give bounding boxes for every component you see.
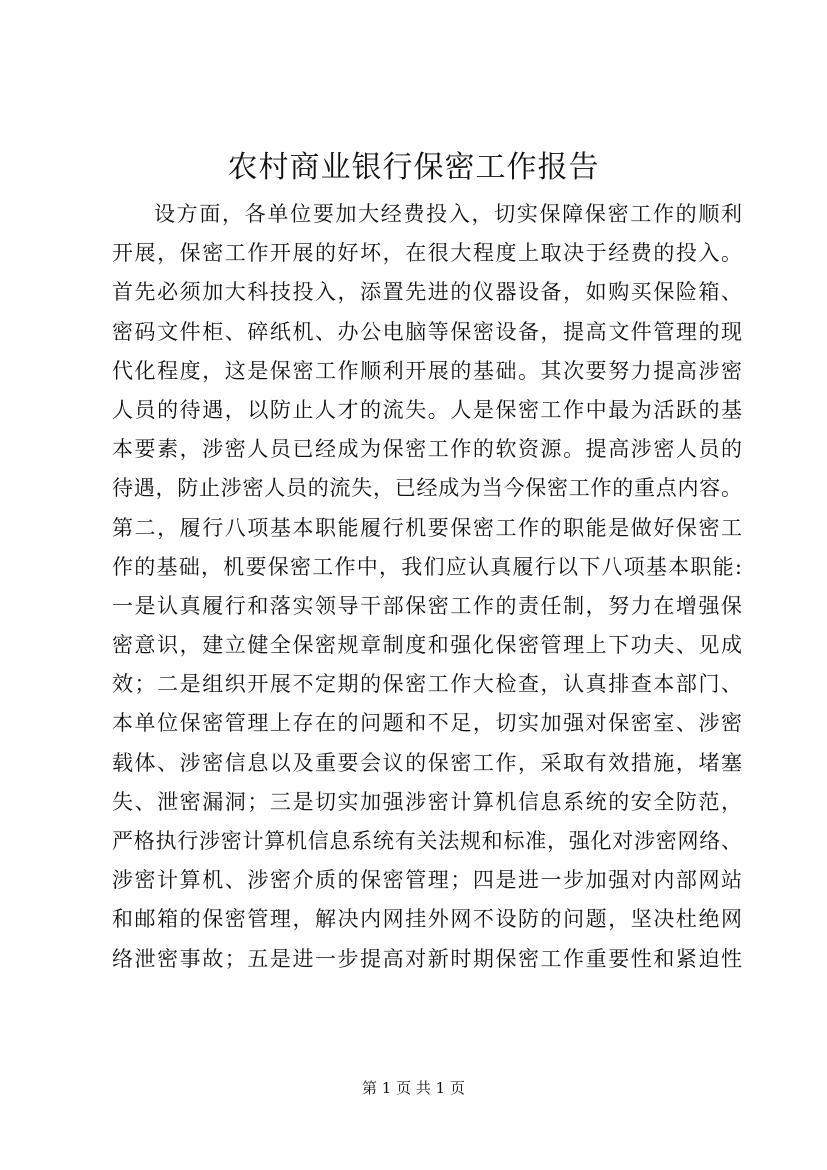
body-line: 密意识，建立健全保密规章制度和强化保密管理上下功夫、见成 [112,633,742,658]
body-line: 一是认真履行和落实领导干部保密工作的责任制，努力在增强保 [112,593,742,618]
body-line: 作的基础，机要保密工作中，我们应认真履行以下八项基本职能: [112,554,742,579]
body-line: 开展，保密工作开展的好坏，在很大程度上取决于经费的投入。 [112,241,742,266]
document-title: 农村商业银行保密工作报告 [227,150,600,185]
body-line: 代化程度，这是保密工作顺利开展的基础。其次要努力提高涉密 [112,358,742,383]
body-line: 第二，履行八项基本职能履行机要保密工作的职能是做好保密工 [112,515,742,540]
body-line: 涉密计算机、涉密介质的保密管理；四是进一步加强对内部网站 [112,868,742,893]
document-body [112,195,742,979]
body-line: 效；二是组织开展不定期的保密工作大检查，认真排查本部门、 [112,672,742,697]
body-line: 密码文件柜、碎纸机、办公电脑等保密设备，提高文件管理的现 [112,319,742,344]
body-line: 络泄密事故；五是进一步提高对新时期保密工作重要性和紧迫性 [112,946,742,971]
body-line: 严格执行涉密计算机信息系统有关法规和标准，强化对涉密网络、 [112,829,742,853]
body-line: 待遇，防止涉密人员的流失，已经成为当今保密工作的重点内容。 [112,476,742,501]
body-line: 和邮箱的保密管理，解决内网挂外网不设防的问题，坚决杜绝网 [112,907,742,932]
body-line: 首先必须加大科技投入，添置先进的仪器设备，如购买保险箱、 [112,280,742,305]
body-line: 人员的待遇，以防止人才的流失。人是保密工作中最为活跃的基 [112,397,742,422]
body-line: 设方面，各单位要加大经费投入，切实保障保密工作的顺利 [154,202,742,226]
page-footer: 第 1 页 共 1 页 [362,1079,465,1097]
body-line: 本要素，涉密人员已经成为保密工作的软资源。提高涉密人员的 [112,437,742,462]
body-line: 载体、涉密信息以及重要会议的保密工作，采取有效措施，堵塞 [112,750,742,775]
body-line: 本单位保密管理上存在的问题和不足，切实加强对保密室、涉密 [112,711,742,736]
body-line: 失、泄密漏洞；三是切实加强涉密计算机信息系统的安全防范， [112,789,742,814]
